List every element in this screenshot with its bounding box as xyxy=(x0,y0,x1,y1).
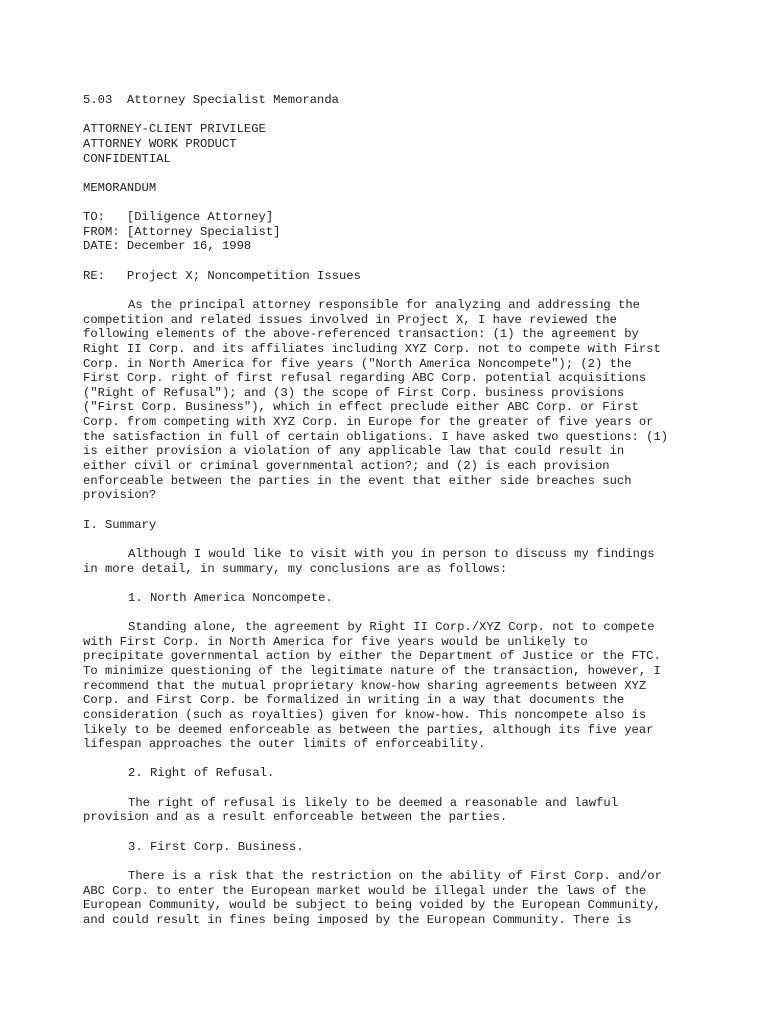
paragraph-line: ("First Corp. Business"), which in effect preclude either ABC Corp. or First xyxy=(83,400,639,415)
date-line: DATE: December 16, 1998 xyxy=(83,239,252,254)
re-line: RE: Project X; Noncompetition Issues xyxy=(83,268,361,283)
privilege-line: ATTORNEY WORK PRODUCT xyxy=(83,136,237,151)
section-title: 5.03 Attorney Specialist Memoranda xyxy=(83,93,339,107)
item-1-heading: 1. North America Noncompete. xyxy=(128,590,333,605)
paragraph-line: European Community, would be subject to being voided by the European Community, xyxy=(83,898,661,913)
paragraph-line: The right of refusal is likely to be deemed a reasonable and lawful xyxy=(128,795,619,810)
paragraph-line: and could result in fines being imposed by the European Community. There is xyxy=(83,912,632,927)
paragraph-line: ABC Corp. to enter the European market would be illegal under the laws of the xyxy=(83,883,647,898)
from-line: FROM: [Attorney Specialist] xyxy=(83,224,281,239)
paragraph-line: following elements of the above-referenced transaction: (1) the agreement by xyxy=(83,327,639,342)
paragraph-line: competition and related issues involved in Project X, I have reviewed the xyxy=(83,312,617,327)
paragraph-line: There is a risk that the restriction on the ability of First Corp. and/or xyxy=(128,868,662,883)
item-1-paragraph xyxy=(83,620,723,752)
paragraph-line: likely to be deemed enforceable as between the parties, although its five year xyxy=(83,722,654,737)
intro-paragraph xyxy=(83,298,723,503)
summary-heading: I. Summary xyxy=(83,517,157,532)
paragraph-line: enforceable between the parties in the event that either side breaches such xyxy=(83,473,632,488)
paragraph-line: precipitate governmental action by either the Department of Justice or the FTC. xyxy=(83,649,661,664)
paragraph-line: in more detail, in summary, my conclusions are as follows: xyxy=(83,561,508,576)
paragraph-line: Standing alone, the agreement by Right II Corp./XYZ Corp. not to compete xyxy=(128,620,655,635)
paragraph-line: First Corp. right of first refusal regarding ABC Corp. potential acquisitions xyxy=(83,371,647,386)
paragraph-line: lifespan approaches the outer limits of enforceability. xyxy=(83,737,486,752)
paragraph-line: provision? xyxy=(83,488,157,503)
paragraph-line: the satisfaction in full of certain obligations. I have asked two questions: (1) xyxy=(83,429,669,444)
to-line: TO: [Diligence Attorney] xyxy=(83,210,274,225)
memo-document xyxy=(83,93,723,928)
paragraph-line: Although I would like to visit with you in person to discuss my findings xyxy=(128,546,655,561)
paragraph-line: with First Corp. in North America for five years would be unlikely to xyxy=(83,634,588,649)
paragraph-line: either civil or criminal governmental action?; and (2) is each provision xyxy=(83,459,610,474)
paragraph-line: Right II Corp. and its affiliates including XYZ Corp. not to compete with First xyxy=(83,341,661,356)
item-2-paragraph xyxy=(83,796,723,825)
paragraph-line: Corp. in North America for five years ("North America Noncompete"); (2) the xyxy=(83,356,632,371)
paragraph-line: As the principal attorney responsible for analyzing and addressing the xyxy=(128,297,640,312)
paragraph-line: Corp. from competing with XYZ Corp. in Europe for the greater of five years or xyxy=(83,415,654,430)
paragraph-line: Corp. and First Corp. be formalized in writing in a way that documents the xyxy=(83,693,625,708)
paragraph-line: recommend that the mutual proprietary know-how sharing agreements between XYZ xyxy=(83,678,647,693)
privilege-line: CONFIDENTIAL xyxy=(83,151,171,166)
privilege-line: ATTORNEY-CLIENT PRIVILEGE xyxy=(83,122,266,137)
item-2-heading: 2. Right of Refusal. xyxy=(128,766,275,781)
item-3-paragraph xyxy=(83,869,723,928)
summary-intro-paragraph xyxy=(83,547,723,576)
item-3-heading: 3. First Corp. Business. xyxy=(128,839,304,854)
paragraph-line: To minimize questioning of the legitimate nature of the transaction, however, I xyxy=(83,663,661,678)
memo-heading: MEMORANDUM xyxy=(83,180,157,195)
paragraph-line: ("Right of Refusal"); and (3) the scope of First Corp. business provisions xyxy=(83,385,625,400)
paragraph-line: provision and as a result enforceable between the parties. xyxy=(83,810,508,825)
paragraph-line: consideration (such as royalties) given for know-how. This noncompete also is xyxy=(83,707,647,722)
paragraph-line: is either provision a violation of any applicable law that could result in xyxy=(83,444,625,459)
